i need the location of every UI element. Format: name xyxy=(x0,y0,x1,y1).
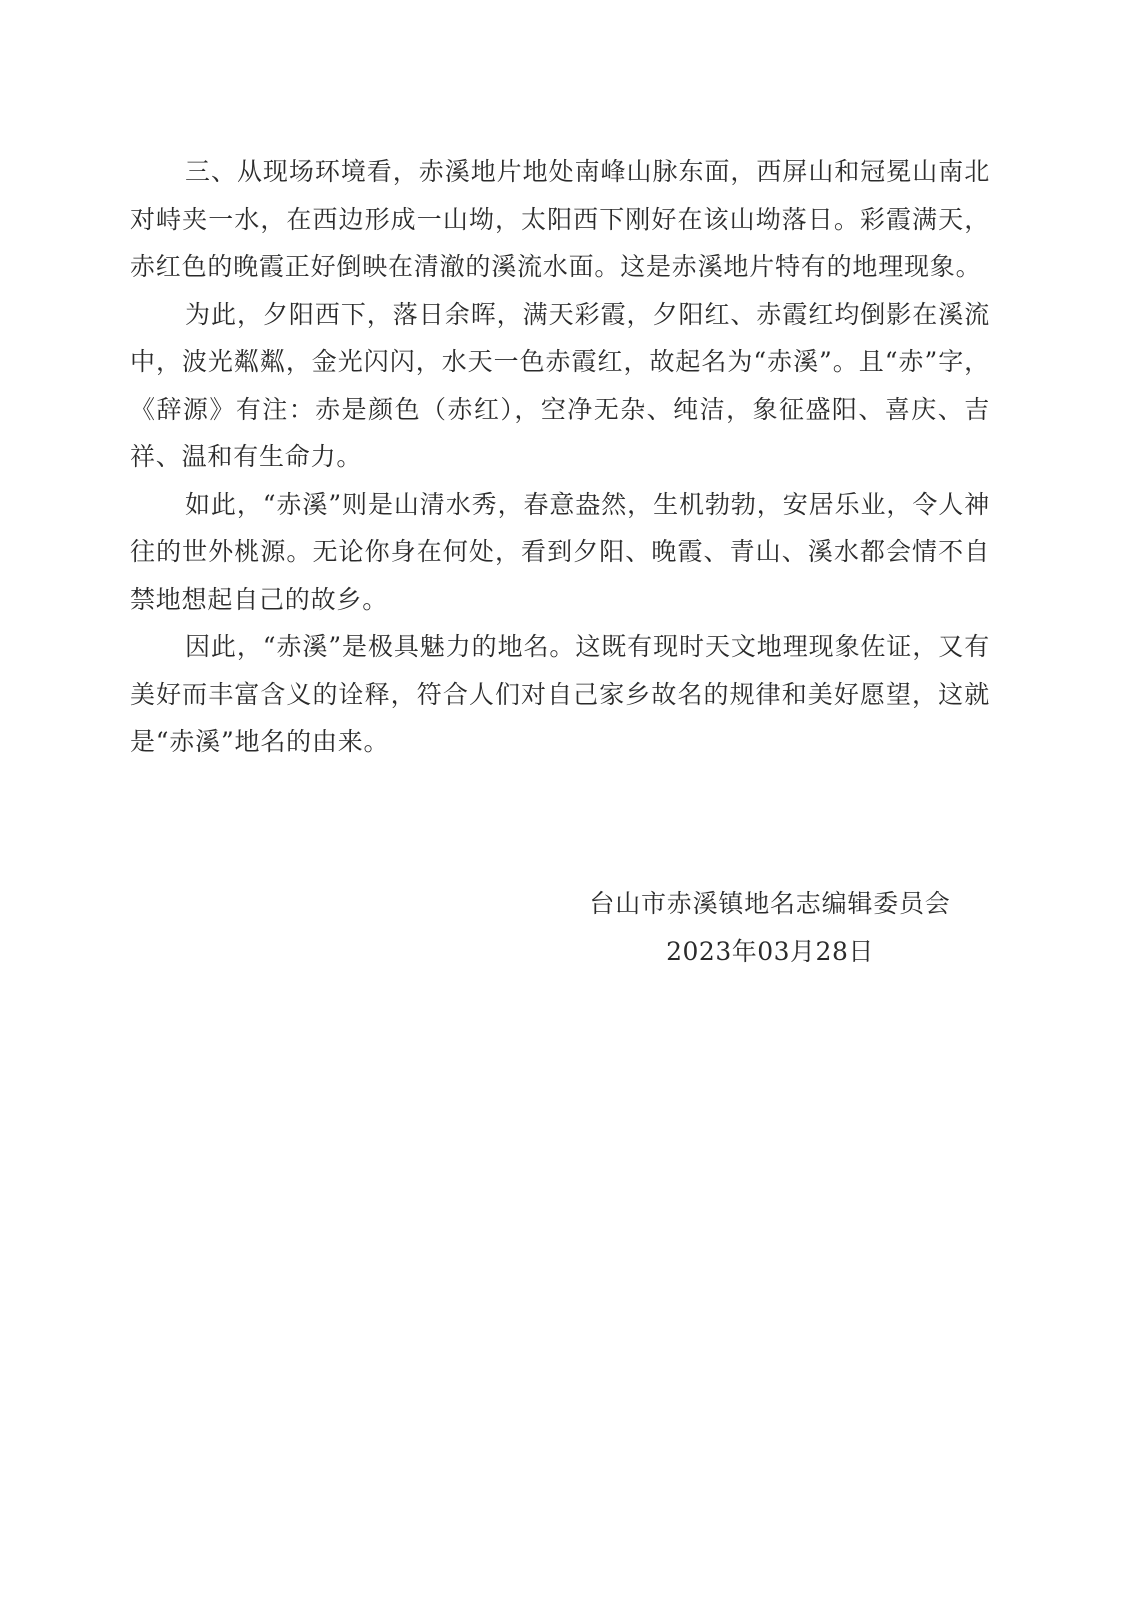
paragraph-conclusion: 因此，“赤溪”是极具魅力的地名。这既有现时天文地理现象佐证，又有美好而丰富含义的诠释，符合人们对自己家乡故名的规律和美好愿望，这就是“赤溪”地名的由来。 xyxy=(130,632,990,756)
paragraph-geography: 三、从现场环境看，赤溪地片地处南峰山脉东面，西屏山和冠冕山南北对峙夹一水，在西边形成一山坳，太阳西下刚好在该山坳落日。彩霞满天，赤红色的晚霞正好倒映在清澈的溪流水面。这是赤溪地片特有的地理现象。 xyxy=(130,157,990,281)
signature-date: 2023年03月28日 xyxy=(666,937,874,966)
document-body xyxy=(130,148,990,766)
signature-organization: 台山市赤溪镇地名志编辑委员会 xyxy=(589,889,951,918)
paragraph-naming-origin: 为此，夕阳西下，落日余晖，满天彩霞，夕阳红、赤霞红均倒影在溪流中，波光粼粼，金光闪闪，水天一色赤霞红，故起名为“赤溪”。且“赤”字，《辞源》有注：赤是颜色（赤红），空净无杂、纯洁，象征盛阳、喜庆、吉祥、温和有生命力。 xyxy=(130,299,990,471)
paragraph-scenery: 如此，“赤溪”则是山清水秀，春意盎然，生机勃勃，安居乐业，令人神往的世外桃源。无论你身在何处，看到夕阳、晚霞、青山、溪水都会情不自禁地想起自己的故乡。 xyxy=(130,489,990,614)
